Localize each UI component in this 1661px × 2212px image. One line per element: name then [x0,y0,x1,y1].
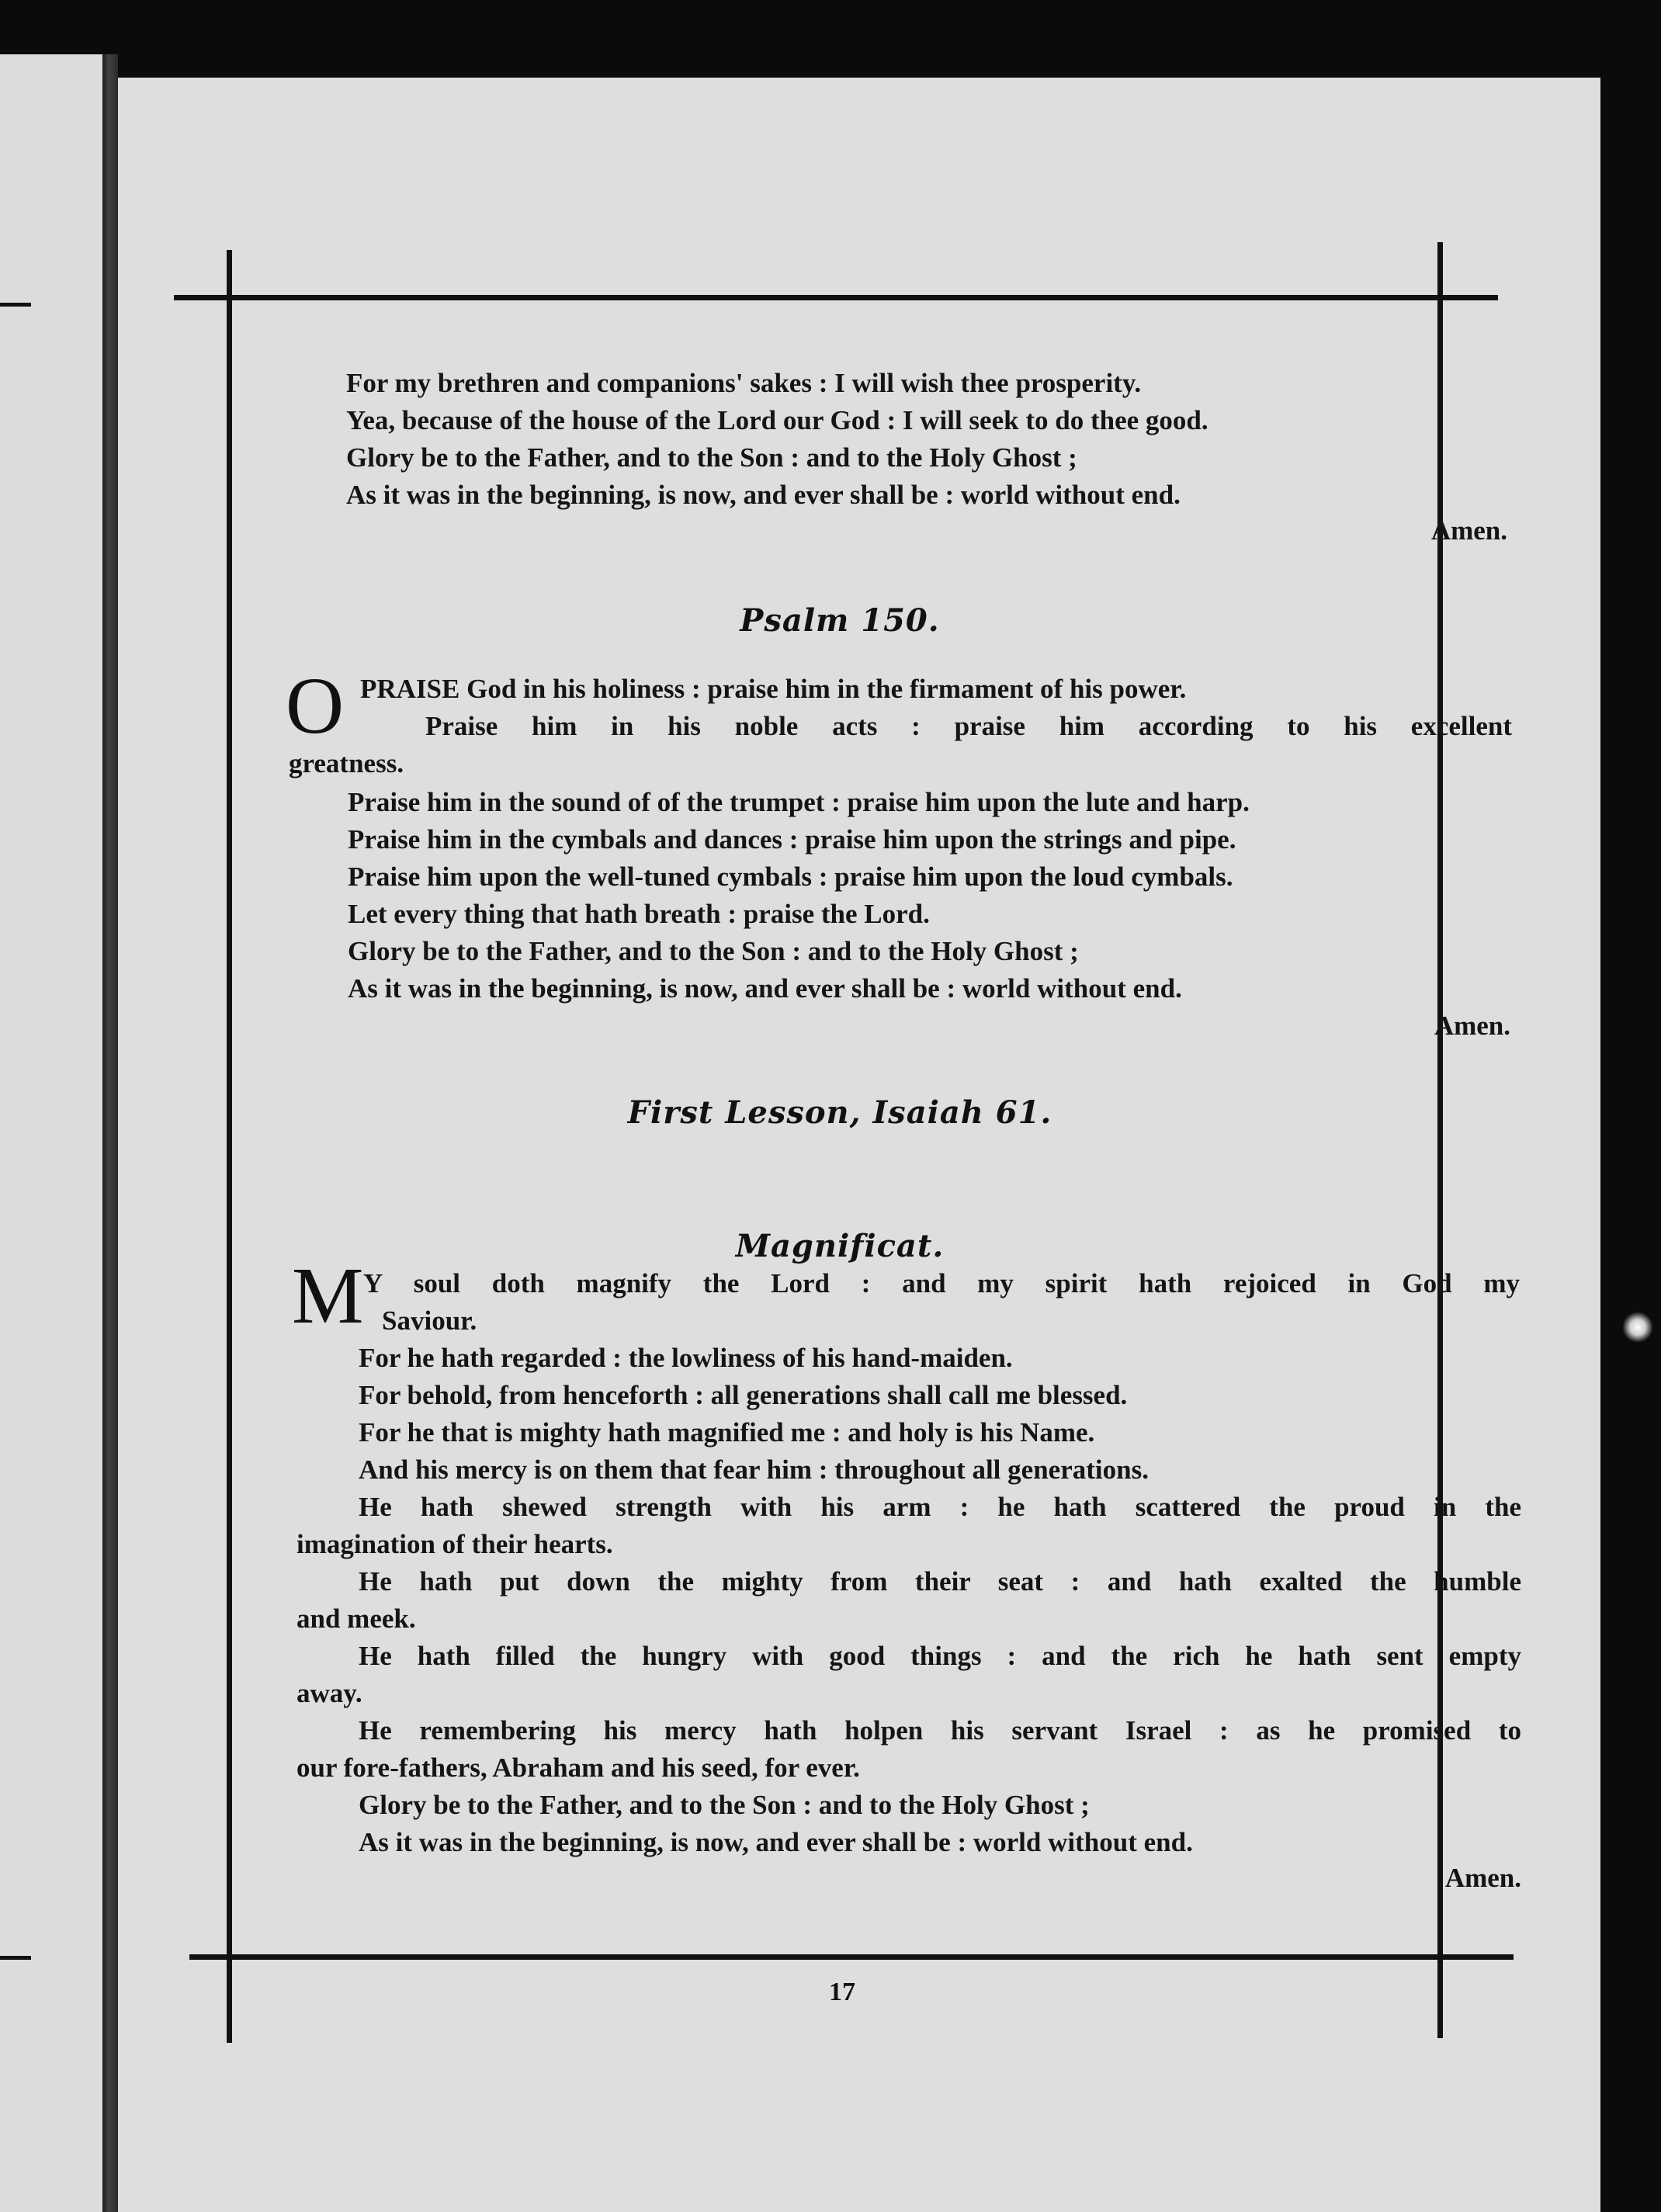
verse-line-continuation: Saviour. [382,1305,477,1336]
verse-line: He hath filled the hungry with good things : and the rich he hath sent empty [359,1641,1521,1671]
verse-line: Praise him upon the well-tuned cymbals : praise him upon the loud cymbals. [348,862,1233,892]
psalm-150-drop-cap: O [286,661,345,751]
psalm-150-heading: Psalm 150. [740,602,940,639]
amen-line: Amen. [1430,515,1507,546]
page-number: 17 [829,1978,855,2006]
verse-line: Praise him in the cymbals and dances : praise him upon the strings and pipe. [348,824,1236,855]
frame-bottom-rule [189,1954,1514,1960]
verse-line: PRAISE God in his holiness : praise him in the firmament of his power. [360,674,1187,704]
magnificat-heading: Magnificat. [735,1228,945,1264]
verse-line: Praise him in his noble acts : praise him according to his excellent [425,711,1512,741]
verse-line-continuation: our fore-fathers, Abraham and his seed, for ever. [296,1753,860,1783]
verse-line: Y soul doth magnify the Lord : and my spirit hath rejoiced in God my [363,1268,1520,1298]
verse-line-continuation: away. [296,1678,362,1708]
left-page-edge [0,54,102,2212]
book-gutter [102,54,118,2212]
amen-line: Amen. [1444,1863,1521,1893]
verse-line: Yea, because of the house of the Lord our God : I will seek to do thee good. [346,405,1208,435]
verse-line-continuation: and meek. [296,1604,416,1634]
verse-line: Glory be to the Father, and to the Son : and to the Holy Ghost ; [348,936,1079,966]
verse-line: Praise him in the sound of of the trumpet : praise him upon the lute and harp. [348,787,1250,817]
verse-line: As it was in the beginning, is now, and ever shall be : world without end. [348,973,1182,1004]
verse-line: He hath shewed strength with his arm : he hath scattered the proud in the [359,1492,1521,1522]
verse-line: Glory be to the Father, and to the Son : and to the Holy Ghost ; [346,442,1077,473]
verse-line: For he hath regarded : the lowliness of his hand-maiden. [359,1343,1013,1373]
book-page [118,78,1600,2212]
verse-line: For behold, from henceforth : all generations shall call me blessed. [359,1380,1128,1410]
verse-line: For my brethren and companions' sakes : I will wish thee prosperity. [346,368,1142,398]
verse-line: As it was in the beginning, is now, and ever shall be : world without end. [346,480,1181,510]
left-page-rule-top [0,303,31,307]
frame-left-rule [227,250,232,2043]
first-lesson-heading: First Lesson, Isaiah 61. [627,1094,1052,1131]
verse-line-continuation: imagination of their hearts. [296,1529,613,1559]
verse-line-continuation: greatness. [289,748,404,778]
verse-line: He hath put down the mighty from their seat : and hath exalted the humble [359,1566,1521,1597]
verse-line: For he that is mighty hath magnified me : and holy is his Name. [359,1417,1095,1448]
amen-line: Amen. [1434,1011,1510,1041]
verse-line: Let every thing that hath breath : praise the Lord. [348,899,930,929]
scan-glare [1622,1312,1653,1343]
magnificat-drop-cap: M [292,1251,364,1340]
verse-line: And his mercy is on them that fear him : throughout all generations. [359,1454,1149,1485]
frame-top-rule [174,295,1498,300]
verse-line: Glory be to the Father, and to the Son : and to the Holy Ghost ; [359,1790,1090,1820]
verse-line: He remembering his mercy hath holpen his servant Israel : as he promised to [359,1715,1521,1746]
left-page-rule-bottom [0,1956,31,1960]
verse-line: As it was in the beginning, is now, and ever shall be : world without end. [359,1827,1193,1857]
